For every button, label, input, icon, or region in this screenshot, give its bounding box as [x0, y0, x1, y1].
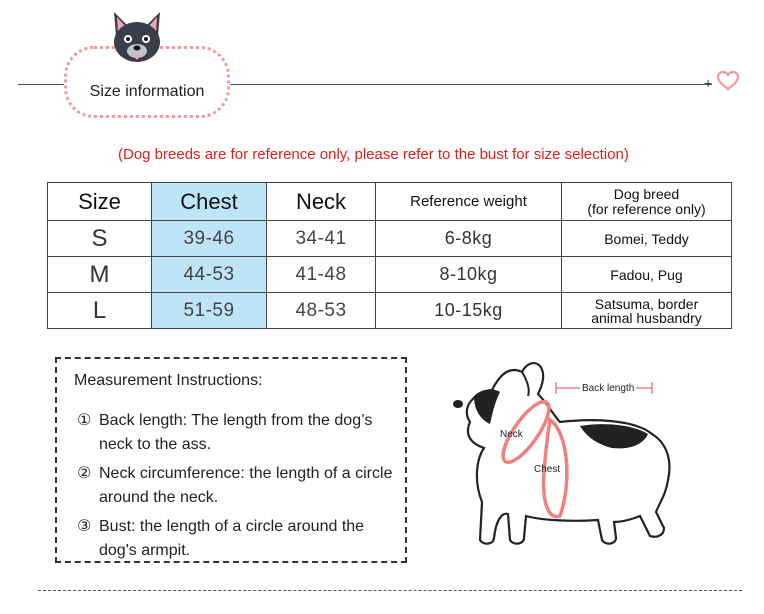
item-number: ② — [77, 465, 92, 482]
list-item — [77, 409, 401, 457]
bottom-divider — [38, 590, 742, 591]
header-size: Size — [48, 183, 152, 221]
chest-label: Chest — [534, 464, 561, 475]
row-size: M — [48, 257, 152, 293]
row-weight: 10-15kg — [376, 293, 562, 329]
row-weight: 8-10kg — [376, 257, 562, 293]
row-weight: 6-8kg — [376, 221, 562, 257]
header-breed-line2: (for reference only) — [587, 200, 706, 217]
row-size: S — [48, 221, 152, 257]
neck-label: Neck — [500, 429, 523, 440]
dog-head-icon — [104, 8, 170, 70]
row-size: L — [48, 293, 152, 329]
dog-measurement-diagram — [430, 352, 690, 552]
header-chest: Chest — [152, 183, 267, 221]
row-chest: 44-53 — [152, 257, 267, 293]
row-neck: 41-48 — [267, 257, 376, 293]
row-breed — [562, 257, 732, 293]
item-text: Bust: the length of a circle around the dog's armpit. — [99, 518, 365, 559]
row-neck: 34-41 — [267, 221, 376, 257]
header-line-right — [224, 84, 712, 85]
heart-icon — [716, 70, 740, 92]
instructions-list — [77, 409, 401, 568]
plus-icon: + — [704, 75, 713, 91]
dog-body-illustration — [430, 352, 690, 552]
table-row — [48, 257, 732, 293]
row-breed-line2: animal husbandry — [591, 309, 702, 326]
header-neck: Neck — [267, 183, 376, 221]
row-breed-line1: Fadou, Pug — [610, 266, 683, 283]
header-breed-line1: Dog breed — [613, 185, 680, 202]
row-chest: 39-46 — [152, 221, 267, 257]
row-neck: 48-53 — [267, 293, 376, 329]
size-table — [47, 182, 732, 329]
item-text: Back length: The length from the dog’s neck to the ass. — [99, 412, 373, 453]
row-breed — [562, 221, 732, 257]
header-line-left — [18, 84, 70, 85]
item-number: ① — [77, 412, 92, 429]
back-length-label: Back length — [582, 383, 635, 394]
list-item — [77, 515, 401, 563]
table-row — [48, 221, 732, 257]
table-header-row — [48, 183, 732, 221]
item-number: ③ — [77, 518, 92, 535]
measurement-instructions-box — [55, 357, 407, 563]
header-weight: Reference weight — [376, 183, 562, 221]
table-row — [48, 293, 732, 329]
list-item — [77, 462, 401, 510]
item-text: Neck circumference: the length of a circle around the neck. — [99, 465, 393, 506]
row-breed-line1: Bomei, Teddy — [604, 230, 689, 247]
row-breed — [562, 293, 732, 329]
row-breed-line1: Satsuma, border — [594, 295, 699, 312]
header-breed — [562, 183, 732, 221]
size-notice: (Dog breeds are for reference only, please refer to the bust for size selection) — [118, 146, 629, 163]
row-chest: 51-59 — [152, 293, 267, 329]
instructions-title: Measurement Instructions: — [74, 372, 263, 389]
page-title: Size information — [89, 83, 205, 100]
